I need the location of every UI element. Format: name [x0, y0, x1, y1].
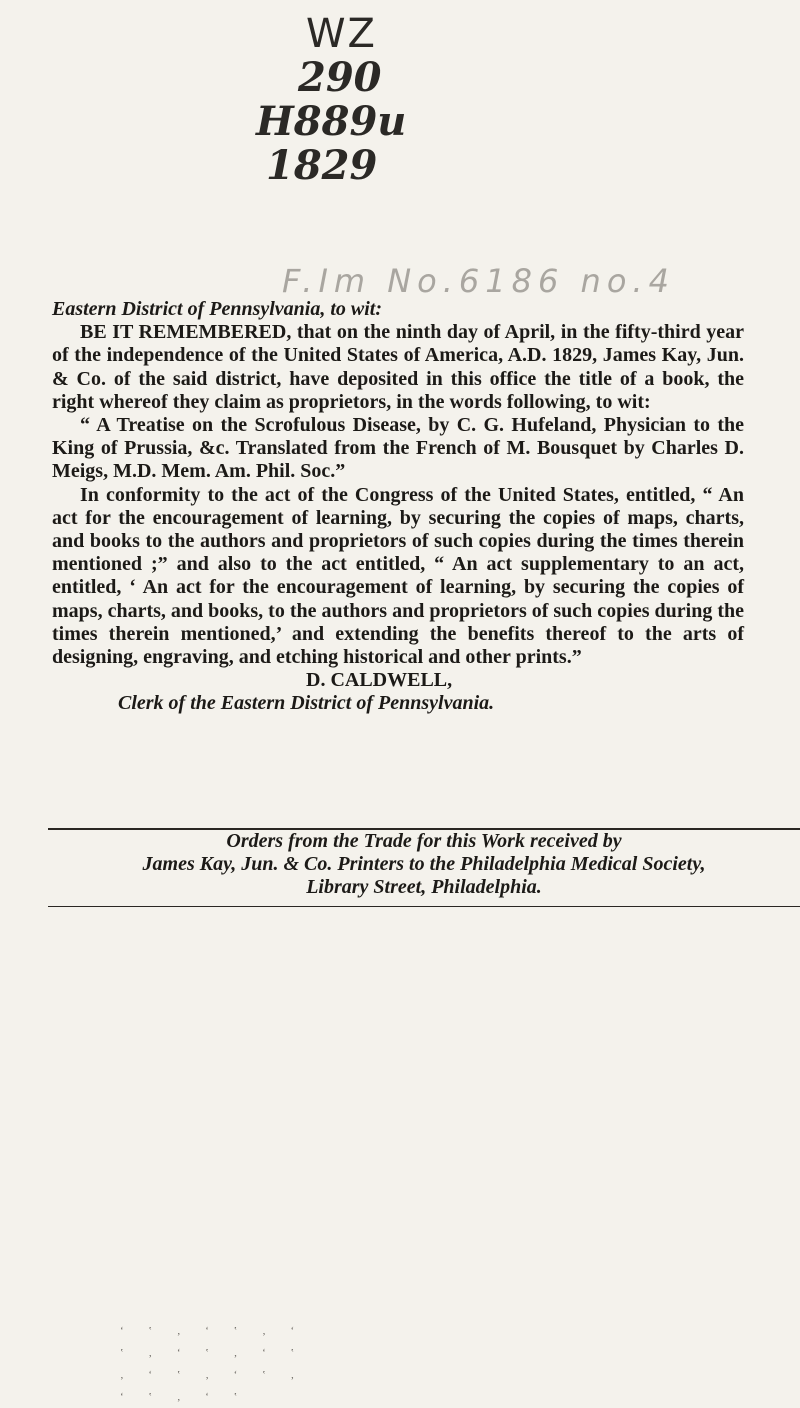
- copyright-notice: [52, 298, 744, 716]
- show-through-specks: ʻ ‛ ‚ ʻ ‛ ‚ ʻ ‛ ‚ ʻ ‛ ‚ ʻ ‛ ‚ ʻ ‛ ‚ ʻ ‛ ‚ ʻ ‛ ‚ ʻ ‛: [120, 1325, 306, 1403]
- notice-paragraph-2: In conformity to the act of the Congress of the United States, entitled, “ An act for the encouragement of learning, by securing the copies of maps, charts, and books to the authors and proprietors of such copies during the times therein mentioned ;” and also to the act entitled, “ An act supplementary to an act, entitled, ‘ An act for the encouragement of learning, by securing the copies of maps, charts, and books, to the authors and proprietors of such copies during the times therein mentioned,’ and extending the benefits thereof to the arts of designing, engraving, and etching historical and other prints.”: [52, 483, 744, 669]
- handwritten-call-number: [248, 12, 448, 188]
- printer-imprint: [48, 830, 800, 899]
- call-number-line-2: 290: [298, 54, 382, 101]
- call-number-line-3: H889u: [256, 98, 407, 145]
- imprint-line-2: James Kay, Jun. & Co. Printers to the Philadelphia Medical Society,: [142, 853, 706, 875]
- imprint-bottom-rule: [48, 906, 800, 907]
- notice-title-quote: “ A Treatise on the Scrofulous Disease, by C. G. Hufeland, Physician to the King of Prussia, &c. Translated from the French of M. Bousquet by Charles D. Meigs, M.D. Mem. Am. Phil. Soc.”: [52, 414, 744, 483]
- faded-accession-note: F.Im No.6186 no.4: [282, 262, 675, 300]
- imprint-line-1: Orders from the Trade for this Work received by: [226, 830, 622, 852]
- imprint-line-3: Library Street, Philadelphia.: [306, 876, 542, 898]
- call-number-line-4: 1829: [266, 142, 378, 189]
- call-number-line-1: WZ: [306, 11, 377, 57]
- notice-heading: Eastern District of Pennsylvania, to wit:: [52, 298, 383, 320]
- notice-paragraph-1: BE IT REMEMBERED, that on the ninth day of April, in the fifty-third year of the independence of the United States of America, A.D. 1829, James Kay, Jun. & Co. of the said district, have deposited in this office the title of a book, the right whereof they claim as proprietors, in the words following, to wit:: [52, 321, 744, 413]
- clerk-signature-name: D. CALDWELL,: [306, 669, 453, 692]
- clerk-signature-title: Clerk of the Eastern District of Pennsylvania.: [118, 692, 495, 715]
